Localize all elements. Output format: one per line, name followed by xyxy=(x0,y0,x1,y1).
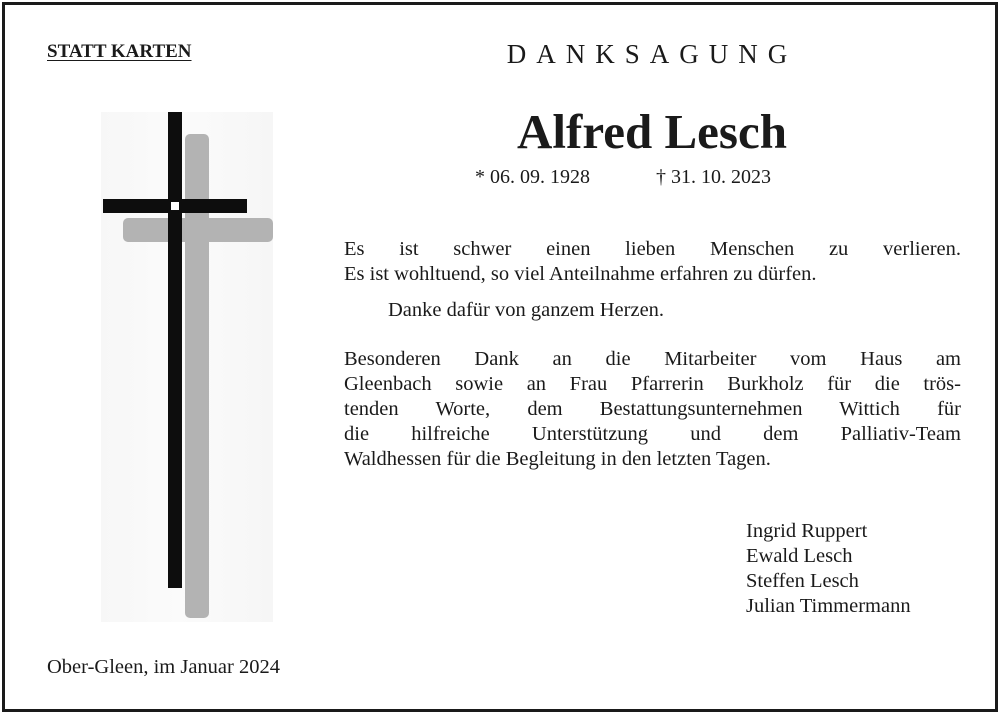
paragraph-thanks xyxy=(344,298,961,323)
text-line: Es ist wohltuend, so viel Anteilnahme erfahren zu dürfen. xyxy=(344,263,817,285)
place-and-date: Ober-Gleen, im Januar 2024 xyxy=(47,656,280,678)
birth-date: * 06. 09. 1928 xyxy=(475,166,590,188)
statt-karten-label: STATT KARTEN xyxy=(47,41,192,62)
text-line: Waldhessen für die Begleitung in den letzten Tagen. xyxy=(344,448,771,470)
signature-name: Steffen Lesch xyxy=(746,570,859,592)
cross-icon xyxy=(168,112,182,588)
life-dates xyxy=(475,166,771,189)
signature-name: Ingrid Ruppert xyxy=(746,520,868,542)
signature-name: Ewald Lesch xyxy=(746,545,853,567)
text-line: die hilfreiche Unterstützung und dem Palliativ-Team xyxy=(344,423,961,445)
signature-name: Julian Timmermann xyxy=(746,595,911,617)
paragraph-condolence xyxy=(344,237,961,287)
deceased-name: Alfred Lesch xyxy=(517,104,787,159)
obituary-notice xyxy=(2,2,998,712)
heading-danksagung: DANKSAGUNG xyxy=(506,39,798,69)
text-line: Gleenbach sowie an Frau Pfarrerin Burkholz für die trös- xyxy=(344,373,961,395)
cross-image xyxy=(101,112,273,622)
signatures xyxy=(746,519,911,619)
text-line: Besonderen Dank an die Mitarbeiter vom Haus am xyxy=(344,348,961,370)
text-line: Danke dafür von ganzem Herzen. xyxy=(388,299,665,321)
text-line: Es ist schwer einen lieben Menschen zu verlieren. xyxy=(344,238,961,260)
cross-center-mark xyxy=(171,202,179,210)
death-date: † 31. 10. 2023 xyxy=(656,166,771,188)
text-line: tenden Worte, dem Bestattungsunternehmen Wittich für xyxy=(344,398,961,420)
cross-shadow-horizontal xyxy=(123,218,273,242)
paragraph-special-thanks xyxy=(344,347,961,472)
